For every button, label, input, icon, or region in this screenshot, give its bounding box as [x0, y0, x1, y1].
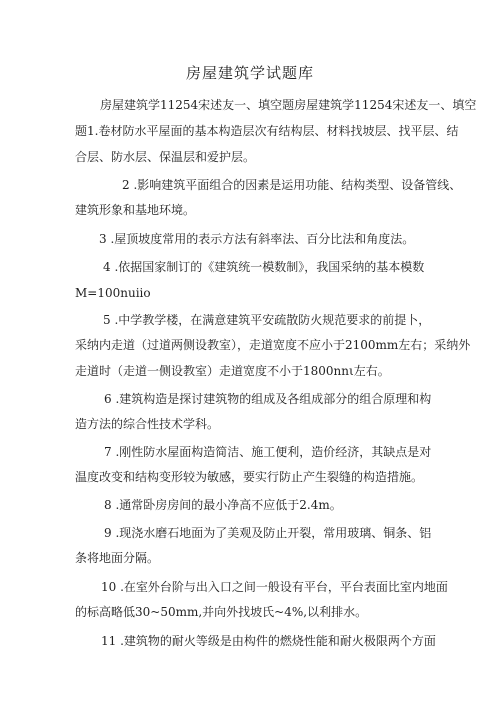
text-line: 8 .通常卧房房间的最小净高不应低于2.4m。: [104, 498, 342, 512]
text-line: M=100nuiio: [75, 286, 151, 300]
text-line: 造方法的综合性技术学科。: [75, 417, 220, 431]
text-line: 合层、防水层、保温层和爱护层。: [75, 150, 256, 164]
text-line: 房屋建筑学11254宋述友一、填空题房屋建筑学11254宋述友一、填空: [100, 98, 477, 112]
text-line: 走道时（走道一侧设教室）走道宽度不小于1800nnι左右。: [75, 364, 390, 378]
text-line: 6 .建筑构造是探讨建筑物的组成及各组成部分的组合原理和构: [104, 392, 432, 406]
text-line: 题1.卷材防水平屋面的基本构造层次有结构层、材料找坡层、找平层、结: [75, 124, 459, 138]
text-line: 5 .中学教学楼，在满意建筑平安疏散防火规范要求的前提卜，: [103, 313, 431, 327]
text-line: 温度改变和结构变形较为敏感，要实行防止产生裂缝的构造措施。: [75, 470, 424, 484]
text-line: 2 .影响建筑平面组合的因素是运用功能、结构类型、设备管线、: [122, 178, 462, 192]
text-line: 4 .依据国家制订的《建筑统一模数制》，我国采纳的基本模数: [103, 260, 425, 274]
text-line: 的标高略低30~50mm,并向外找坡氏~4%,以利排水。: [75, 605, 368, 619]
text-line: 10 .在室外台阶与出入口之间一般设有平台，平台表面比室内地面: [101, 580, 448, 594]
text-line: 采纳内走道（过道两侧设教室），走道宽度不应小于2100mm左右；采纳外: [75, 338, 471, 352]
text-line: 建筑形象和基地环境。: [75, 203, 196, 217]
text-line: 条将地面分隔。: [75, 551, 160, 565]
text-line: 7 .刚性防水屋面构造简洁、施工便利，造价经济，其缺点是对: [104, 445, 432, 459]
text-line: 11 .建筑物的耐火等级是由构件的燃烧性能和耐火极限两个方面: [101, 634, 436, 648]
text-line: 3 .屋顶坡度常用的表示方法有斜率法、百分比法和角度法。: [99, 232, 415, 246]
document-title: 房屋建筑学试题库: [185, 64, 314, 82]
text-line: 9 .现浇水磨石地面为了美观及防止开裂，常用玻璃、铜条、铝: [104, 526, 432, 540]
